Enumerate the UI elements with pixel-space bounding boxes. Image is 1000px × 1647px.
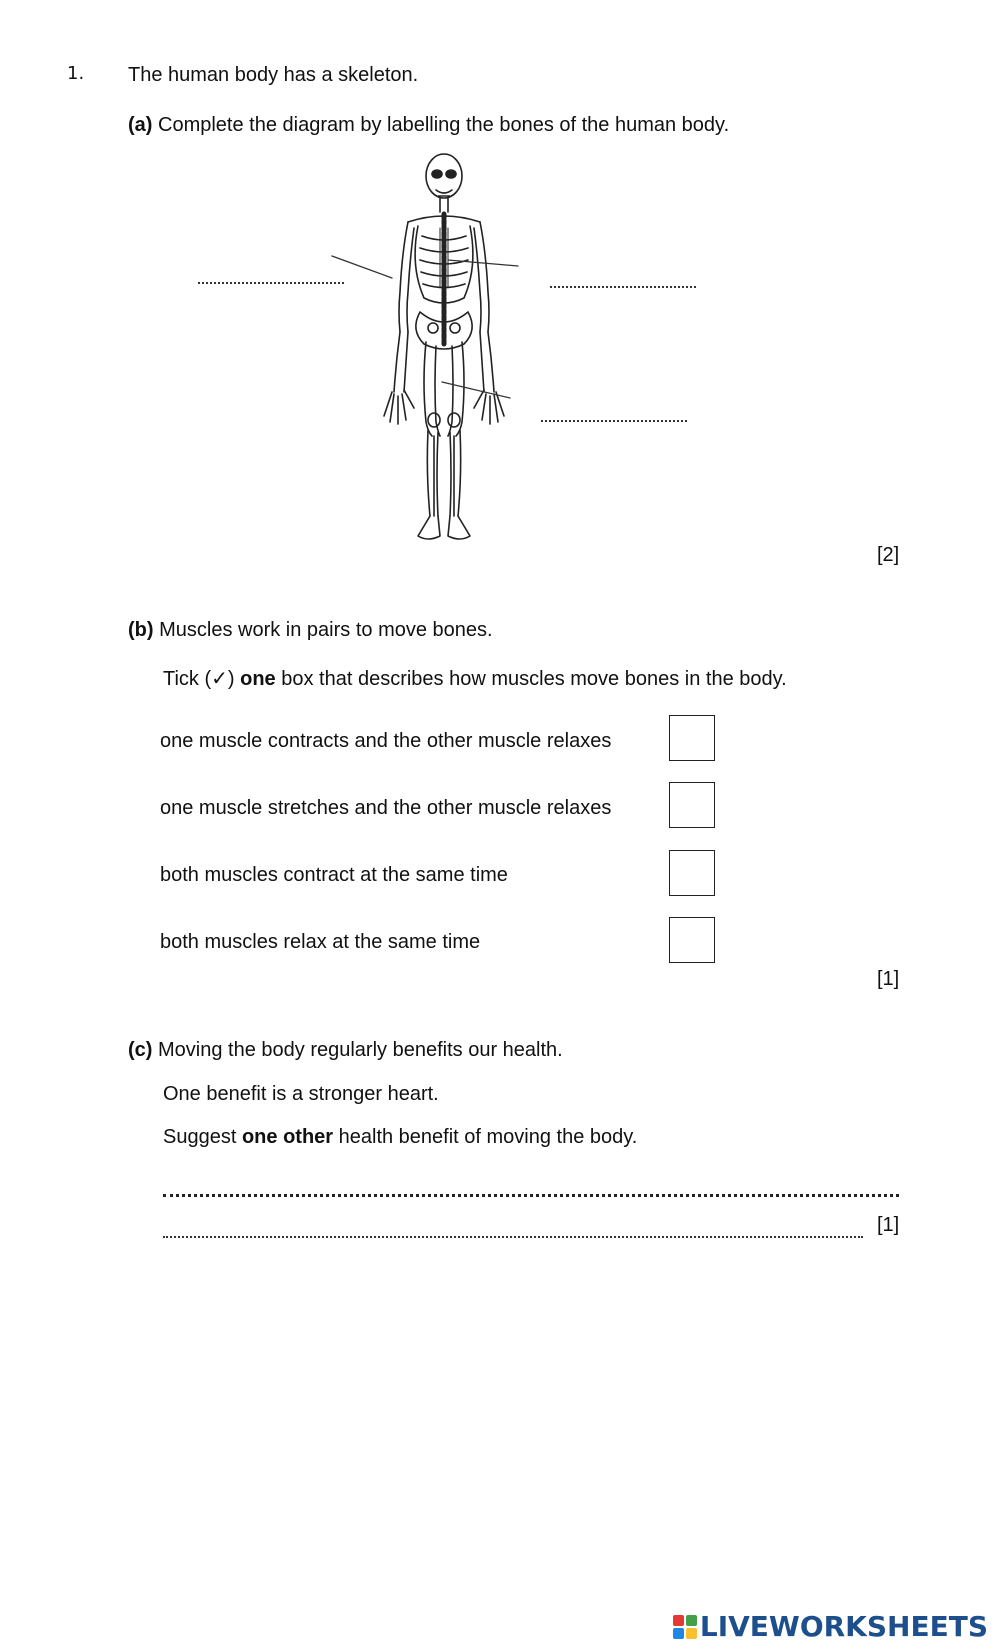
label-blank-right-lower[interactable]: [541, 400, 687, 422]
part-a-marks: [2]: [877, 544, 900, 566]
answer-rule-2: [163, 1236, 863, 1238]
instruction-post: box that describes how muscles move bones in the body.: [275, 668, 787, 690]
part-c-prompt: [128, 1038, 563, 1062]
option-checkbox-4[interactable]: [669, 917, 715, 963]
option-label-2: one muscle stretches and the other muscle relaxes: [160, 797, 612, 819]
option-label-4: both muscles relax at the same time: [160, 931, 481, 953]
answer-rule-1: [163, 1194, 899, 1197]
liveworksheets-logo: [673, 1610, 988, 1643]
part-a-tag: (a): [128, 114, 153, 136]
part-c-line2: One benefit is a stronger heart.: [163, 1083, 439, 1105]
instruction-bold: one: [240, 668, 276, 690]
option-label-1: one muscle contracts and the other muscle relaxes: [160, 730, 612, 752]
option-checkbox-1[interactable]: [669, 715, 715, 761]
part-b-marks: [1]: [877, 968, 900, 990]
part-c-tag: (c): [128, 1039, 153, 1061]
part-c-text: Moving the body regularly benefits our health.: [158, 1039, 563, 1061]
part-b-instruction: [163, 667, 787, 691]
question-number: 1.: [67, 63, 85, 84]
option-label-3: both muscles contract at the same time: [160, 864, 508, 886]
label-blank-left[interactable]: [198, 262, 344, 284]
logo-grid-icon: [673, 1615, 697, 1639]
question-intro: The human body has a skeleton.: [128, 64, 419, 86]
part-b-prompt: [128, 618, 493, 642]
femur-left: [424, 342, 440, 436]
line3-bold: one other: [241, 1126, 334, 1148]
line3-pre: Suggest: [163, 1126, 242, 1148]
part-b-tag: (b): [128, 619, 154, 641]
logo-text: LIVEWORKSHEETS: [699, 1610, 988, 1643]
option-checkbox-2[interactable]: [669, 782, 715, 828]
part-c-line3: [163, 1125, 637, 1149]
part-c-marks: [1]: [877, 1214, 900, 1236]
part-b-text: Muscles work in pairs to move bones.: [159, 619, 493, 641]
instruction-pre: Tick (✓): [163, 668, 241, 690]
label-blank-right-upper[interactable]: [550, 266, 696, 288]
option-checkbox-3[interactable]: [669, 850, 715, 896]
skeleton-diagram: [330, 150, 530, 570]
skull: [426, 154, 462, 198]
part-a-prompt: [128, 113, 729, 137]
answer-input-1[interactable]: [163, 1170, 903, 1194]
line3-post: health benefit of moving the body.: [333, 1126, 638, 1148]
part-a-text: Complete the diagram by labelling the bones of the human body.: [158, 114, 730, 136]
femur-right: [448, 342, 464, 436]
answer-input-2[interactable]: [163, 1212, 867, 1236]
